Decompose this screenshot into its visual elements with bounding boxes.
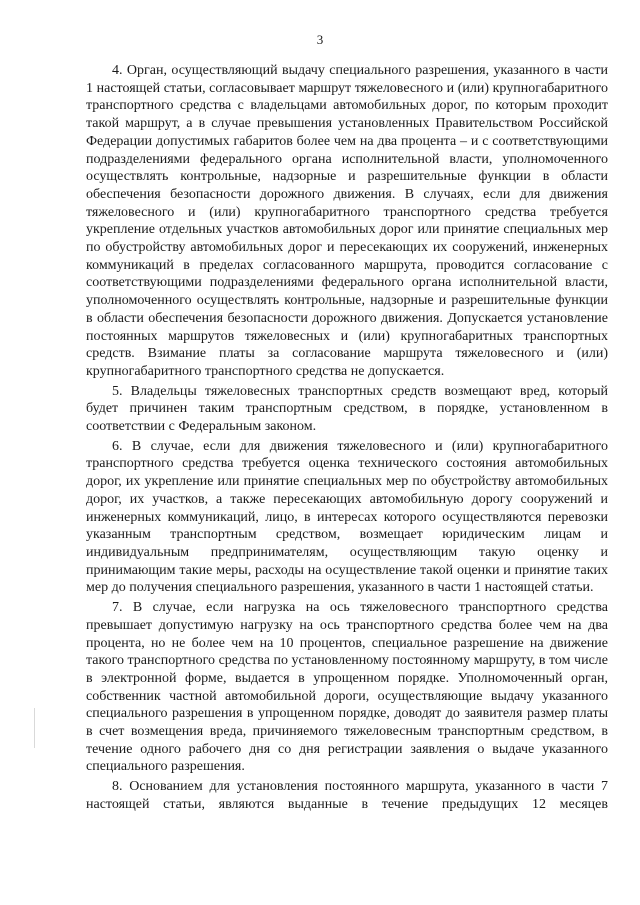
paragraph-7: 7. В случае, если нагрузка на ось тяжеловесного транспортного средства превышает допустимую нагрузку на ось транспортного средства более чем на два процента, но не более чем на 10 процентов, специальное разрешение на движение такого транспортного средства по установленному постоянному маршруту, в том числе в электронной форме, выдается в упрощенном порядке. Уполномоченный орган, собственник частной автомобильной дороги, осуществляющие выдачу указанного специального разрешения в упрощенном порядке, доводят до заявителя размер платы в счет возмещения вреда, причиняемого тяжеловесным транспортным средством, в течение одного рабочего дня со дня регистрации заявления о выдаче указанного специального разрешения.	[86, 600, 608, 775]
paragraph-4: 4. Орган, осуществляющий выдачу специального разрешения, указанного в части 1 настоящей статьи, согласовывает маршрут тяжеловесного и (или) крупногабаритного транспортного средства с владельцами автомобильных дорог, по которым проходит такой маршрут, а в случае превышения установленных Правительством Российской Федерации допустимых габаритов более чем на два процента – и с соответствующими подразделениями федерального органа исполнительной власти, уполномоченного осуществлять контрольные, надзорные и разрешительные функции в области обеспечения безопасности дорожного движения. В случаях, если для движения тяжеловесного и (или) крупногабаритного транспортного средства требуется укрепление отдельных участков автомобильных дорог или принятие специальных мер по обустройству автомобильных дорог и пересекающих их сооружений, инженерных коммуникаций в пределах согласованного маршрута, проводится согласование с соответствующими подразделениями федерального органа исполнительной власти, уполномоченного осуществлять контрольные, надзорные и разрешительные функции в области обеспечения безопасности дорожного движения. Допускается установление постоянных маршрутов тяжеловесных и (или) крупногабаритных транспортных средств. Взимание платы за согласование маршрута тяжеловесного и (или) крупногабаритного транспортного средства не допускается.	[86, 63, 608, 379]
paragraph-8: 8. Основанием для установления постоянного маршрута, указанного в части 7 настоящей статьи, являются выданные в течение предыдущих 12 месяцев	[86, 779, 608, 812]
paragraph-5: 5. Владельцы тяжеловесных транспортных средств возмещают вред, который будет причинен таким транспортным средством, в порядке, установленном в соответствии с Федеральным законом.	[86, 383, 608, 435]
paragraph-6: 6. В случае, если для движения тяжеловесного и (или) крупногабаритного транспортного средства требуется оценка технического состояния автомобильных дорог, их укрепление или принятие специальных мер по обустройству автомобильных дорог, их участков, а также пересекающих автомобильную дорогу сооружений и инженерных коммуникаций, лицо, в интересах которого осуществляются перевозки указанным транспортным средством, возмещает юридическим лицам и индивидуальным предпринимателям, осуществляющим такую оценку и принимающим такие меры, расходы на осуществление такой оценки и принятие таких мер до получения специального разрешения, указанного в части 1 настоящей статьи.	[86, 438, 608, 596]
margin-mark	[34, 708, 35, 748]
page-number: 3	[316, 32, 324, 47]
document-body	[86, 62, 608, 814]
